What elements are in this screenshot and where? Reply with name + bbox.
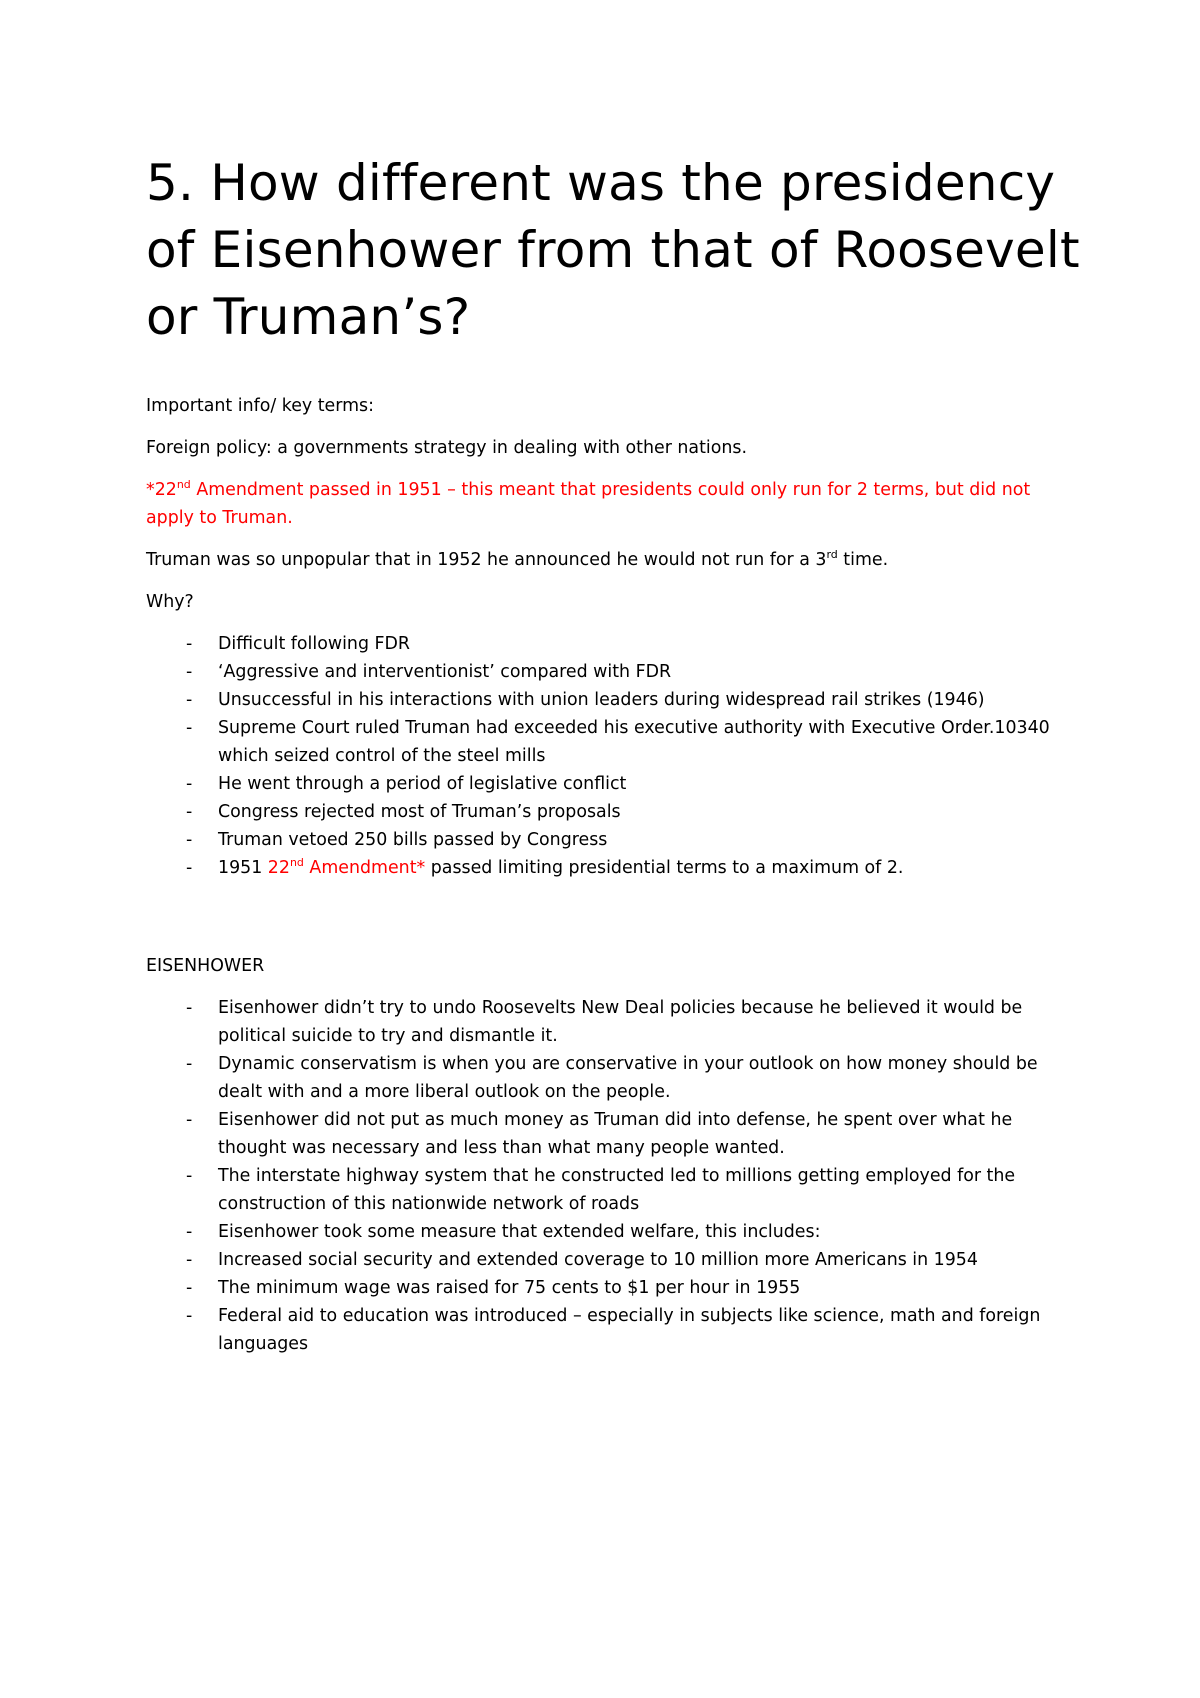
list-dash: - <box>186 802 193 822</box>
list-item-text: Difficult following FDR <box>218 634 410 654</box>
list-item-text: Dynamic conservatism is when you are conservative in your outlook on how money should be dealt with and a more liberal outlook on the people. <box>218 1054 1038 1102</box>
list-item-text: Unsuccessful in his interactions with union leaders during widespread rail strikes (1946) <box>218 690 985 710</box>
list-item <box>146 1246 1076 1274</box>
truman-unpopular-sup: rd <box>826 548 838 561</box>
last-reason-rest: passed limiting presidential terms to a maximum of 2. <box>425 858 904 878</box>
list-dash: - <box>186 830 193 850</box>
list-item-text: Congress rejected most of Truman’s proposals <box>218 802 621 822</box>
last-reason-red-sup: nd <box>289 856 304 869</box>
list-item-text: Supreme Court ruled Truman had exceeded his executive authority with Executive Order.10340 which seized control of the steel mills <box>218 718 1050 766</box>
list-item-text: Federal aid to education was introduced – especially in subjects like science, math and foreign languages <box>218 1306 1041 1354</box>
list-dash: - <box>186 718 193 738</box>
list-item <box>146 826 1076 854</box>
list-dash: - <box>186 690 193 710</box>
list-item <box>146 1162 1076 1218</box>
truman-reasons-list <box>146 630 1076 882</box>
amendment-note-sup: nd <box>176 478 191 491</box>
list-item <box>146 658 1076 686</box>
amendment-note-prefix: *22 <box>146 480 177 500</box>
page-title: 5. How different was the presidency of Eisenhower from that of Roosevelt or Truman’s? <box>146 154 1080 346</box>
truman-unpopular-rest: time. <box>837 550 889 570</box>
eisenhower-heading: EISENHOWER <box>146 956 265 976</box>
list-dash: - <box>186 1306 193 1326</box>
list-dash: - <box>186 1222 193 1242</box>
truman-unpopular-note <box>146 546 1076 574</box>
last-reason-red-rest: Amendment* <box>303 858 426 878</box>
foreign-policy-definition: Foreign policy: a governments strategy in dealing with other nations. <box>146 438 747 458</box>
list-item <box>146 1218 1076 1246</box>
list-dash: - <box>186 1278 193 1298</box>
list-item <box>146 1274 1076 1302</box>
list-dash: - <box>186 1110 193 1130</box>
list-dash: - <box>186 1166 193 1186</box>
list-item-text: He went through a period of legislative conflict <box>218 774 627 794</box>
list-item <box>146 630 1076 658</box>
amendment-note-rest: Amendment passed in 1951 – this meant that presidents could only run for 2 terms, but did not apply to Truman. <box>146 480 1031 528</box>
key-terms-label: Important info/ key terms: <box>146 396 374 416</box>
list-dash: - <box>186 774 193 794</box>
list-dash: - <box>186 1250 193 1270</box>
list-item <box>146 1106 1076 1162</box>
list-item <box>146 770 1076 798</box>
list-item <box>146 1302 1076 1358</box>
section-spacer <box>146 882 1076 952</box>
list-dash: - <box>186 634 193 654</box>
last-reason-year: 1951 <box>218 858 268 878</box>
list-dash: - <box>186 1054 193 1074</box>
list-item-text: ‘Aggressive and interventionist’ compared with FDR <box>218 662 672 682</box>
list-dash: - <box>186 998 193 1018</box>
list-item-text: Eisenhower took some measure that extended welfare, this includes: <box>218 1222 821 1242</box>
list-dash: - <box>186 662 193 682</box>
truman-unpopular-prefix: Truman was so unpopular that in 1952 he announced he would not run for a 3 <box>146 550 827 570</box>
list-item-text: Increased social security and extended coverage to 10 million more Americans in 1954 <box>218 1250 978 1270</box>
list-item <box>146 994 1076 1050</box>
document-body <box>146 392 1076 1358</box>
list-item-amendment <box>146 854 1076 882</box>
amendment-note <box>146 476 1076 532</box>
list-item <box>146 1050 1076 1106</box>
list-item-text: The interstate highway system that he constructed led to millions getting employed for the construction of this nationwide network of roads <box>218 1166 1016 1214</box>
list-item-text: Eisenhower didn’t try to undo Roosevelts New Deal policies because he believed it would be political suicide to try and dismantle it. <box>218 998 1023 1046</box>
last-reason-red-prefix: 22 <box>267 858 290 878</box>
list-item-text: Eisenhower did not put as much money as Truman did into defense, he spent over what he thought was necessary and less than what many people wanted. <box>218 1110 1013 1158</box>
list-item <box>146 798 1076 826</box>
list-item <box>146 714 1076 770</box>
list-item-text: Truman vetoed 250 bills passed by Congress <box>218 830 608 850</box>
eisenhower-points-list <box>146 994 1076 1358</box>
list-item <box>146 686 1076 714</box>
why-label: Why? <box>146 592 194 612</box>
list-dash: - <box>186 858 193 878</box>
list-item-text: The minimum wage was raised for 75 cents to $1 per hour in 1955 <box>218 1278 801 1298</box>
